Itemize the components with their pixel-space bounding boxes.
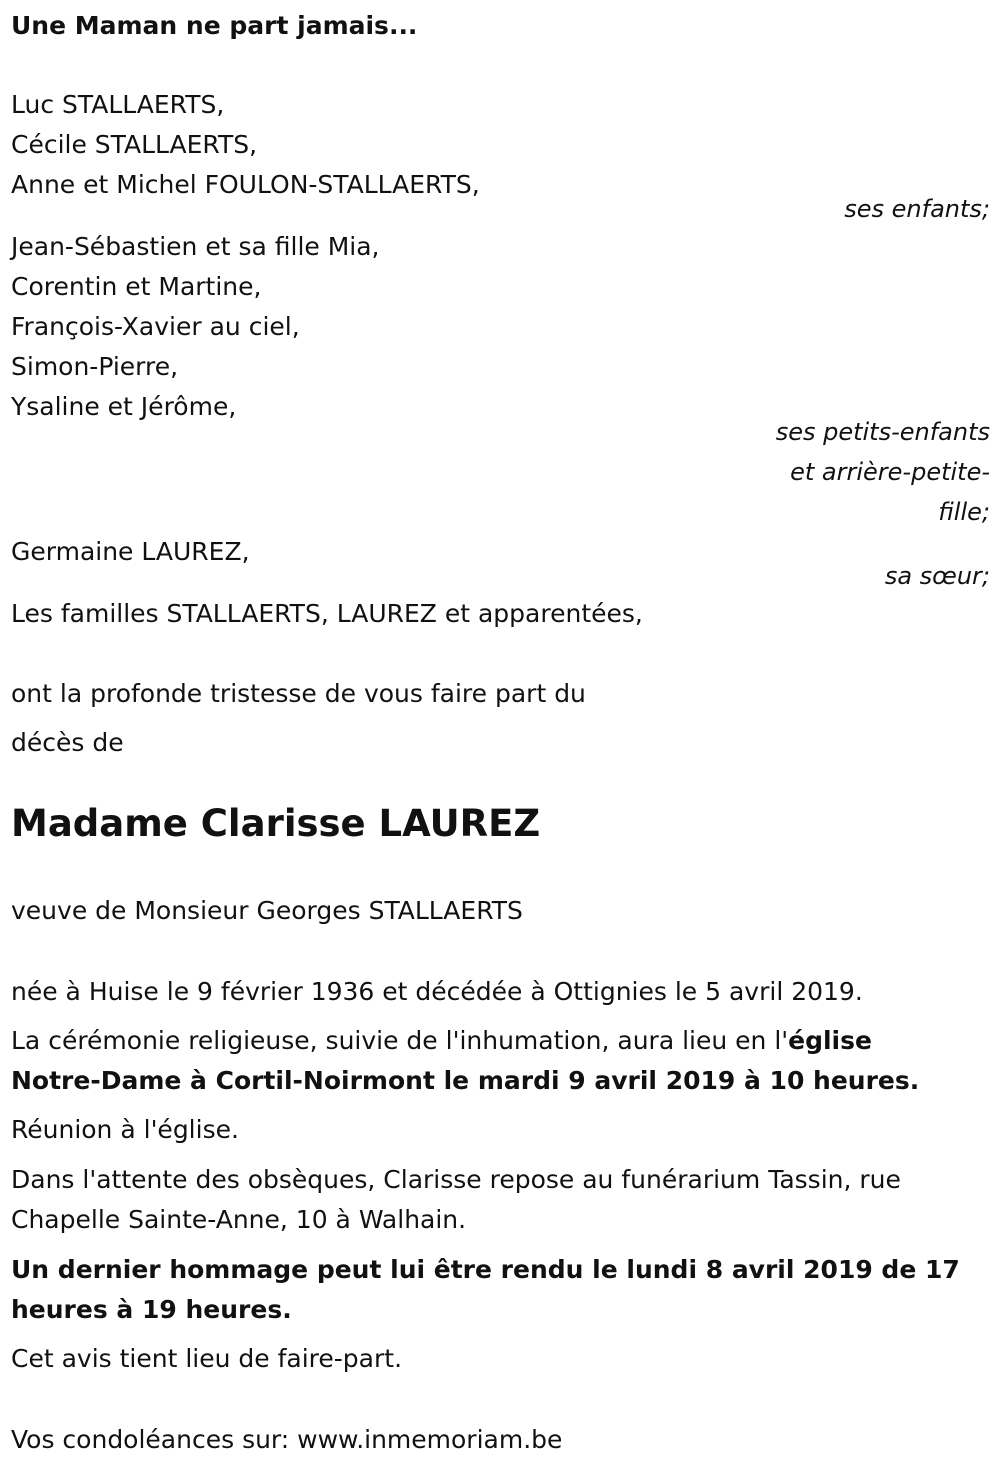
notice-line: Cet avis tient lieu de faire-part. (11, 1344, 403, 1373)
grandchild-name: Simon-Pierre, (11, 352, 179, 381)
hommage-line: Un dernier hommage peut lui être rendu le lundi 8 avril 2019 de 17 (11, 1255, 960, 1284)
child-name: Anne et Michel FOULON-STALLAERTS, (11, 170, 480, 199)
repose-line: Dans l'attente des obsèques, Clarisse repose au funérarium Tassin, rue (11, 1165, 901, 1194)
children-role: ses enfants; (844, 195, 990, 223)
grandchildren-role-line: fille; (938, 498, 990, 526)
ceremony-text: La cérémonie religieuse, suivie de l'inhumation, aura lieu en l' (11, 1026, 789, 1055)
announcement-line: ont la profonde tristesse de vous faire part du (11, 679, 586, 708)
grandchildren-role-line: et arrière-petite- (790, 458, 990, 486)
sister-role: sa sœur; (884, 562, 990, 590)
families-line: Les familles STALLAERTS, LAUREZ et apparentées, (11, 599, 643, 628)
child-name: Cécile STALLAERTS, (11, 130, 258, 159)
birth-death-line: née à Huise le 9 février 1936 et décédée à Ottignies le 5 avril 2019. (11, 977, 863, 1006)
reunion-line: Réunion à l'église. (11, 1115, 239, 1144)
ceremony-location: église (788, 1026, 872, 1055)
header-title: Une Maman ne part jamais... (11, 11, 418, 40)
hommage-line: heures à 19 heures. (11, 1295, 292, 1324)
grandchild-name: Jean-Sébastien et sa fille Mia, (11, 232, 380, 261)
condolences-line: Vos condoléances sur: www.inmemoriam.be (11, 1425, 563, 1454)
grandchild-name: Ysaline et Jérôme, (11, 392, 237, 421)
ceremony-details: Notre-Dame à Cortil-Noirmont le mardi 9 avril 2019 à 10 heures. (11, 1066, 920, 1095)
repose-line: Chapelle Sainte-Anne, 10 à Walhain. (11, 1205, 467, 1234)
child-name: Luc STALLAERTS, (11, 90, 225, 119)
ceremony-line (11, 1025, 872, 1057)
grandchild-name: François-Xavier au ciel, (11, 312, 300, 341)
sister-name: Germaine LAUREZ, (11, 537, 250, 566)
grandchild-name: Corentin et Martine, (11, 272, 262, 301)
grandchildren-role-line: ses petits-enfants (775, 418, 990, 446)
announcement-line: décès de (11, 728, 124, 757)
deceased-name: Madame Clarisse LAUREZ (11, 802, 541, 845)
widow-line: veuve de Monsieur Georges STALLAERTS (11, 896, 523, 925)
